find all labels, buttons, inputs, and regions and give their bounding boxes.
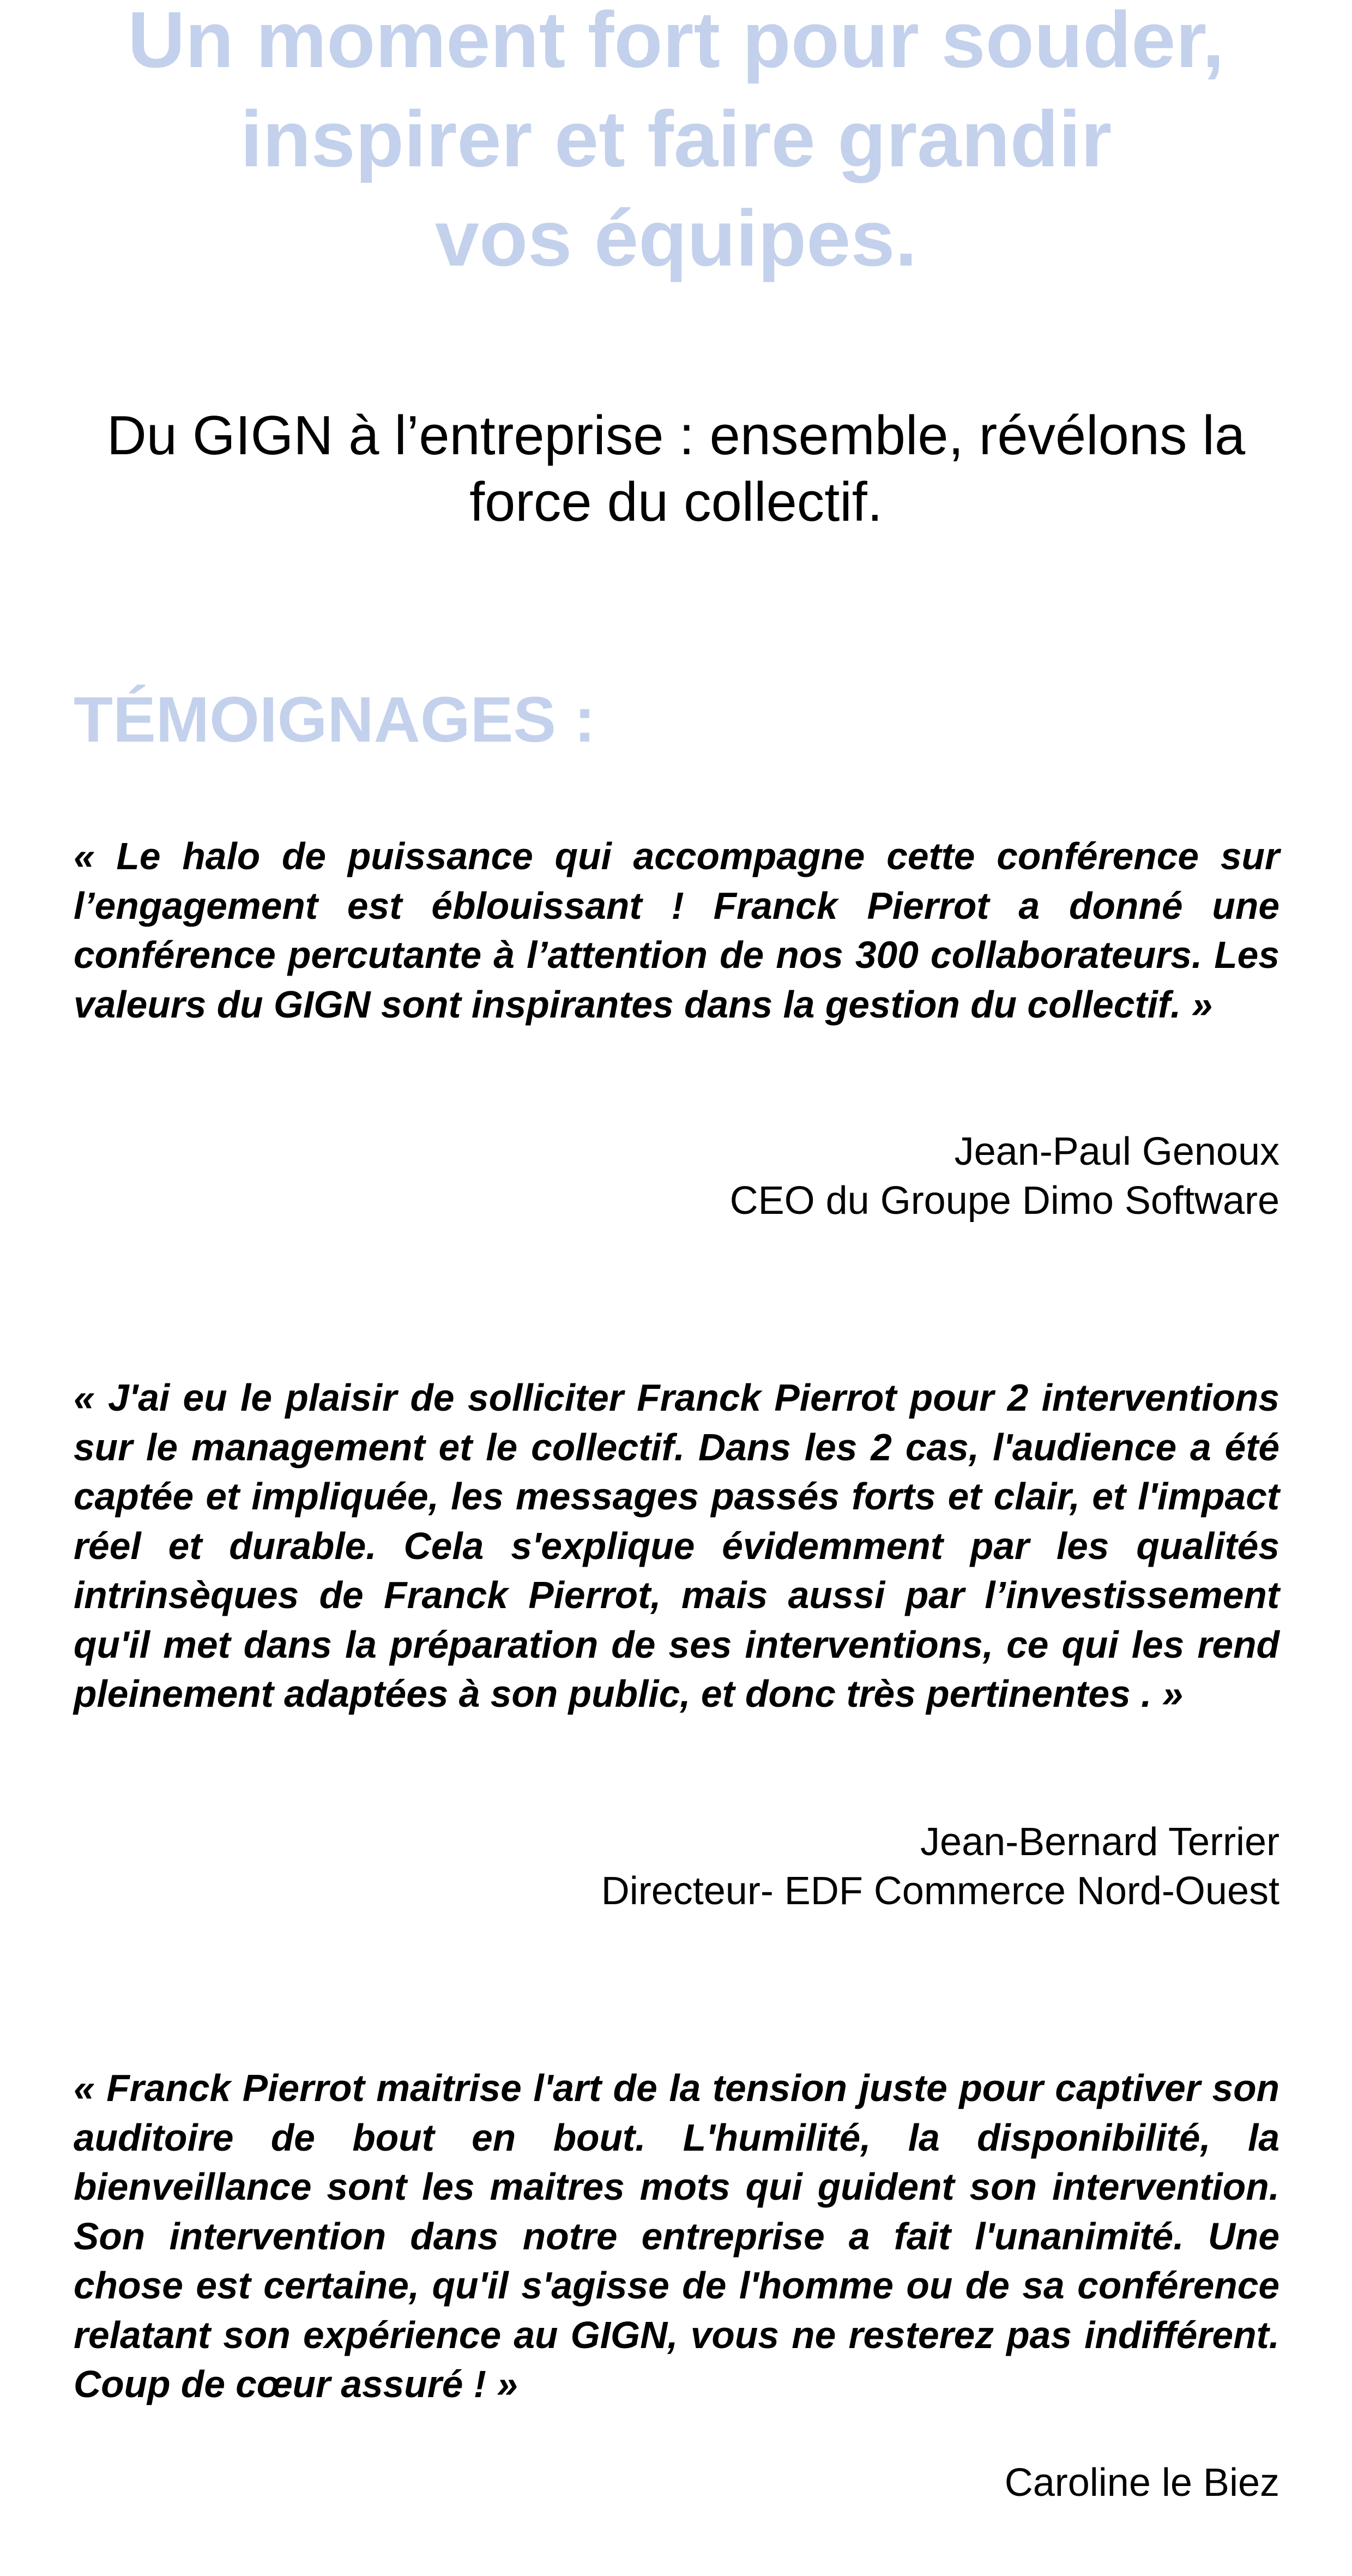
author-title: Directeur- EDF Commerce Nord-Ouest bbox=[601, 1869, 1279, 1913]
testimonial-author bbox=[74, 1127, 1279, 1225]
author-title: CEO du Groupe Dimo Software bbox=[729, 1179, 1279, 1223]
author-name: Jean-Bernard Terrier bbox=[920, 1820, 1279, 1864]
testimonials-heading: TÉMOIGNAGES : bbox=[74, 684, 596, 756]
author-name: Jean-Paul Genoux bbox=[954, 1130, 1279, 1173]
headline-line: inspirer et faire grandir bbox=[240, 94, 1112, 183]
subtitle: Du GIGN à l’entreprise : ensemble, révélons la force du collectif. bbox=[106, 405, 1246, 533]
testimonial-quote: « J'ai eu le plaisir de solliciter Franck Pierrot pour 2 interventions sur le management et le collectif. Dans les 2 cas, l'audience a été captée et impliquée, les messages passés forts et clair, et l'impact réel et durable. Cela s'explique évidemment par les qualités intrinsèques de Franck Pierrot, mais aussi par l’investissement qu'il met dans la préparation de ses interventions, ce qui les rend pleinement adaptées à son public, et donc très pertinentes . » bbox=[74, 1376, 1279, 1715]
testimonial-quote: « Le halo de puissance qui accompagne cette conférence sur l’engagement est éblouissant ! Franck Pierrot a donné une conférence percutante à l’attention de nos 300 collaborateurs. Les valeurs du GIGN sont inspirantes dans la gestion du collectif. » bbox=[74, 835, 1279, 1026]
testimonial-quote: « Franck Pierrot maitrise l'art de la tension juste pour captiver son auditoire de bout en bout. L'humilité, la disponibilité, la bienveillance sont les maitres mots qui guident son intervention. Son intervention dans notre entreprise a fait l'unanimité. Une chose est certaine, qu'il s'agisse de l'homme ou de sa conférence relatant son expérience au GIGN, vous ne resterez pas indifférent. Coup de cœur assuré ! » bbox=[74, 2067, 1279, 2405]
testimonial-author bbox=[74, 1817, 1279, 1916]
headline-line: vos équipes. bbox=[434, 194, 918, 282]
testimonial-author bbox=[74, 2458, 1279, 2507]
headline bbox=[76, 0, 1276, 288]
author-name: Caroline le Biez bbox=[1004, 2461, 1279, 2505]
headline-line: Un moment fort pour souder, bbox=[128, 0, 1224, 84]
